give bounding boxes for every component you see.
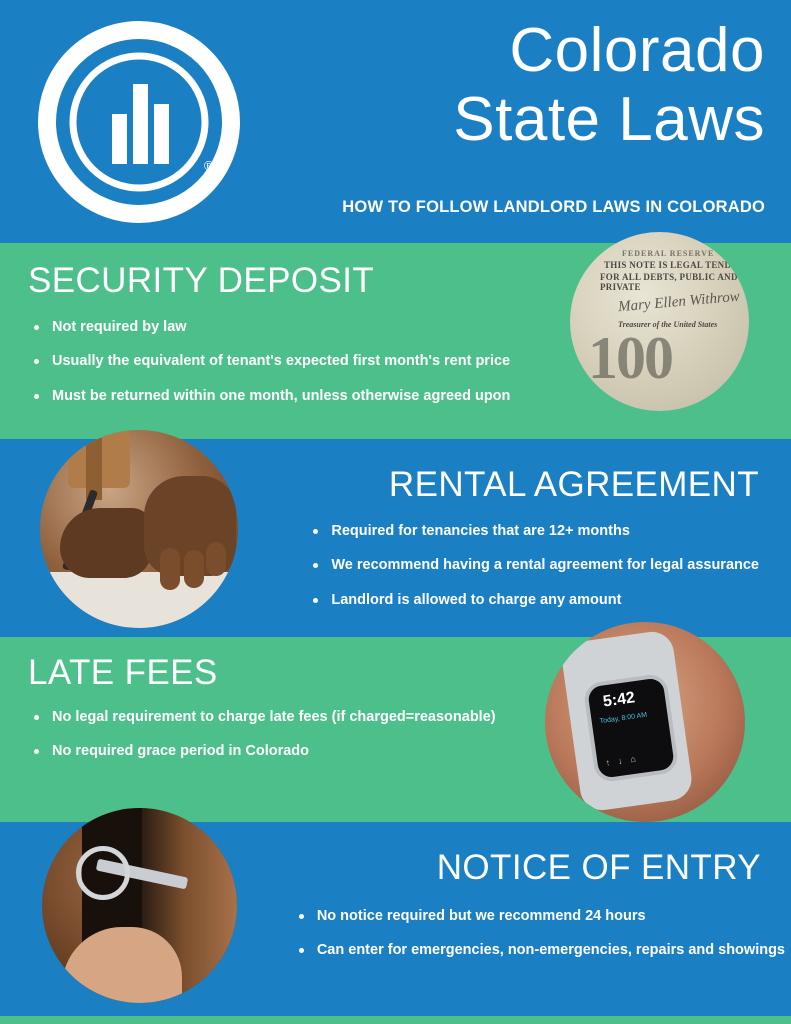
hundred-dollar-bill-photo: [570, 232, 749, 411]
section-security-deposit: [0, 243, 791, 439]
section-late-fees: [0, 637, 791, 822]
bill-text-reserve: FEDERAL RESERVE: [622, 249, 715, 258]
list-item: No legal requirement to charge late fees (if charged=reasonable): [30, 709, 496, 726]
list-item: Can enter for emergencies, non-emergencies, repairs and showings: [295, 942, 785, 959]
paper-shape: [40, 572, 238, 628]
list-item: Usually the equivalent of tenant's expected first month's rent price: [30, 353, 510, 370]
page-title: [245, 16, 765, 155]
list-item: Not required by law: [30, 319, 510, 336]
bill-text-treasurer: Treasurer of the United States: [618, 320, 718, 329]
list-item: Must be returned within one month, unless otherwise agreed upon: [30, 388, 510, 405]
list-item: Landlord is allowed to charge any amount: [309, 592, 759, 609]
watch-time-text: 5:42: [601, 689, 637, 711]
section-title: RENTAL AGREEMENT: [388, 465, 759, 504]
section-bullets: [295, 908, 785, 977]
svg-text:®: ®: [204, 158, 214, 173]
list-item: Required for tenancies that are 12+ months: [309, 523, 759, 540]
key-ring-shape: [76, 846, 130, 900]
finger-shape: [160, 548, 180, 590]
bill-text-debts: FOR ALL DEBTS, PUBLIC AND PRIVATE: [600, 272, 738, 292]
section-bullets: [30, 709, 496, 778]
watch-subtitle-text: Today, 8:00 AM: [599, 711, 648, 726]
section-title: NOTICE OF ENTRY: [436, 848, 761, 887]
bill-signature: Mary Ellen Withrow: [617, 288, 741, 316]
section-notice-of-entry: [0, 822, 791, 1024]
bill-text-legal-tender: THIS NOTE IS LEGAL TENDER: [604, 260, 745, 270]
smartwatch-on-wrist-photo: [545, 622, 745, 822]
finger-shape: [184, 550, 204, 588]
section-title: SECURITY DEPOSIT: [28, 261, 375, 300]
circular-bar-chart-logo: [26, 18, 262, 226]
bill-denomination: 100: [588, 325, 672, 391]
section-bullets: [309, 523, 759, 626]
section-bullets: [30, 319, 510, 422]
title-line-1: Colorado: [509, 16, 765, 85]
hand-holding-key-photo: [42, 808, 237, 1003]
watch-face-shape: [582, 673, 679, 784]
hands-signing-document-photo: [40, 430, 238, 628]
page-subtitle: HOW TO FOLLOW LANDLORD LAWS IN COLORADO: [342, 198, 765, 216]
list-item: No required grace period in Colorado: [30, 743, 496, 760]
hand-left-shape: [60, 508, 152, 578]
thumb-shape: [62, 927, 182, 1003]
list-item: No notice required but we recommend 24 hours: [295, 908, 785, 925]
section-rental-agreement: [0, 439, 791, 637]
section-title: LATE FEES: [28, 653, 218, 692]
list-item: We recommend having a rental agreement for legal assurance: [309, 557, 759, 574]
title-line-2: State Laws: [453, 85, 765, 155]
poster-header: [0, 0, 791, 243]
footer-strip: [0, 1016, 791, 1024]
watch-icons: ↑↓⌂: [604, 752, 645, 768]
finger-shape: [206, 542, 226, 576]
